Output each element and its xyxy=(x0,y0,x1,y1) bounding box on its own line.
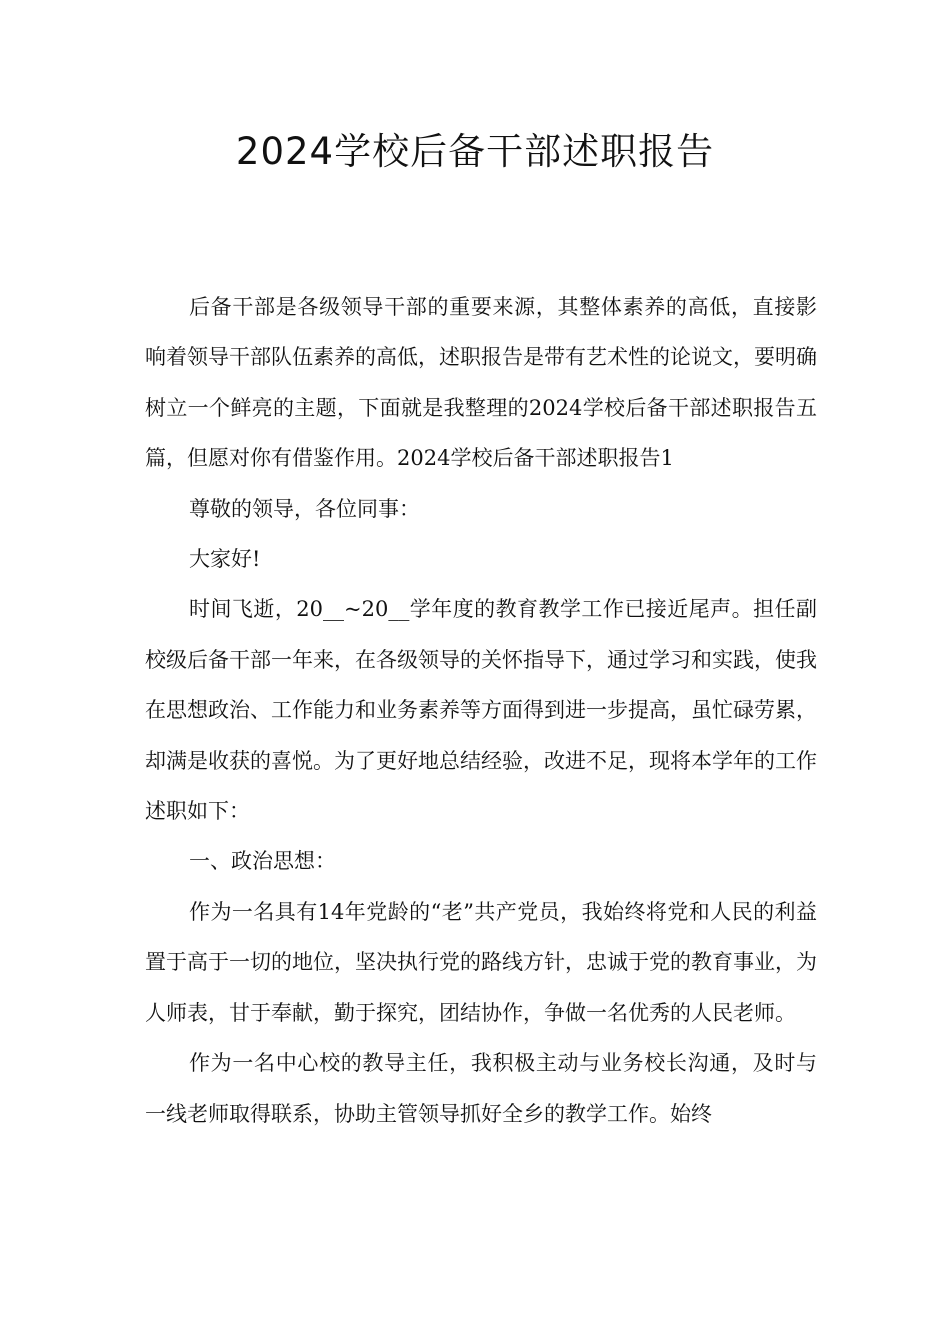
paragraph-greeting: 大家好! xyxy=(189,547,261,572)
paragraph-salutation: 尊敬的领导，各位同事： xyxy=(189,496,420,521)
paragraph-overview: 时间飞逝，20__~20__学年度的教育教学工作已接近尾声。担任副校级后备干部一年来，在各级领导的关怀指导下，通过学习和实践，使我在思想政治、工作能力和业务素养等方面得到进一步提高，虽忙碌劳累，却满是收获的喜悦。为了更好地总结经验，改进不足，现将本学年的工作述职如下： xyxy=(145,597,817,824)
document-body xyxy=(145,282,817,1139)
section-heading-politics: 一、政治思想： xyxy=(189,849,336,874)
paragraph-intro: 后备干部是各级领导干部的重要来源，其整体素养的高低，直接影响着领导干部队伍素养的高低，述职报告是带有艺术性的论说文，要明确树立一个鲜亮的主题，下面就是我整理的2024学校后备干部述职报告五篇，但愿对你有借鉴作用。2024学校后备干部述职报告1 xyxy=(145,295,817,471)
document-title: 2024学校后备干部述职报告 xyxy=(235,130,715,173)
paragraph-teaching-director: 作为一名中心校的教导主任，我积极主动与业务校长沟通，及时与一线老师取得联系，协助主管领导抓好全乡的教学工作。始终 xyxy=(145,1051,817,1126)
paragraph-politics: 作为一名具有14年党龄的“老”共产党员，我始终将党和人民的利益置于高于一切的地位，坚决执行党的路线方针，忠诚于党的教育事业，为人师表，甘于奉献，勤于探究，团结协作，争做一名优秀的人民老师。 xyxy=(145,899,817,1025)
